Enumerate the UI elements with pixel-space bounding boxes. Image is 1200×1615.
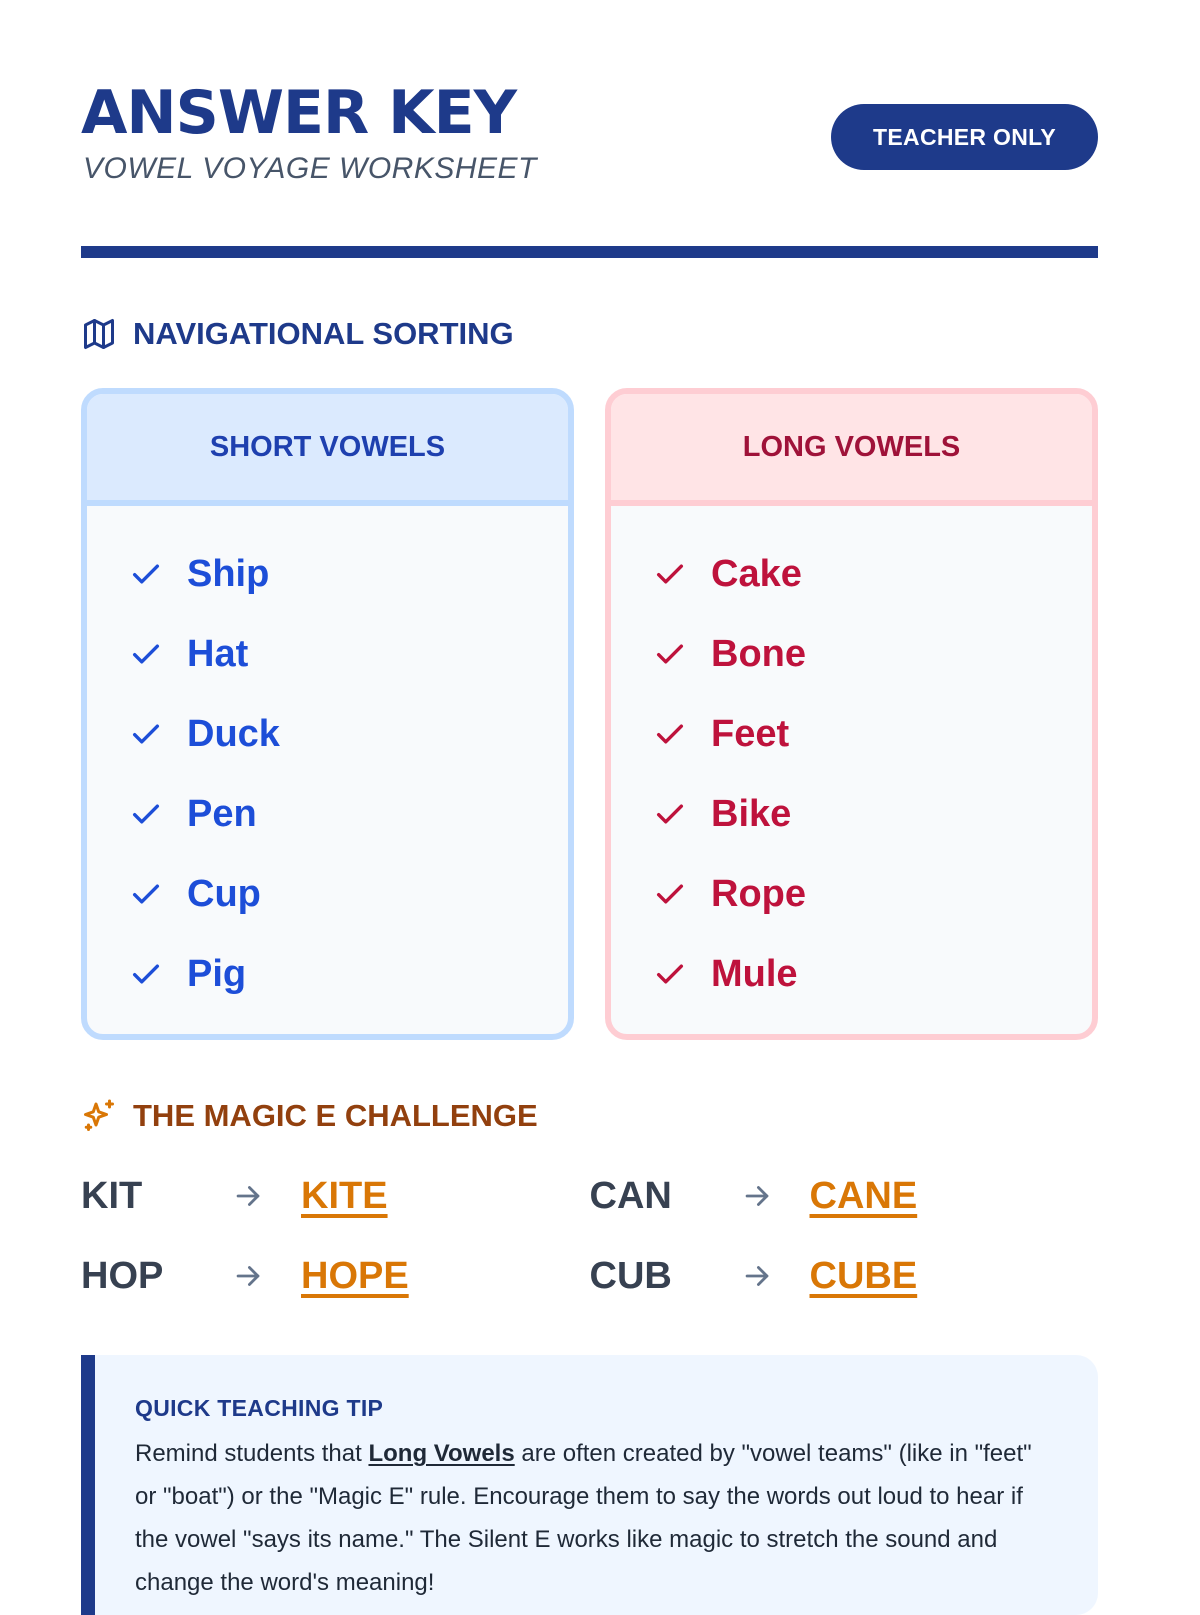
word-text: Mule bbox=[711, 952, 798, 995]
short-vowels-heading: SHORT VOWELS bbox=[87, 394, 568, 506]
page-title: ANSWER KEY bbox=[81, 78, 517, 148]
checkmark-icon bbox=[129, 957, 163, 991]
checkmark-icon bbox=[653, 557, 687, 591]
magic-e-section-title bbox=[81, 1098, 538, 1134]
answer-word: CUBE bbox=[809, 1254, 918, 1297]
arrow-right-icon bbox=[231, 1259, 301, 1293]
checkmark-icon bbox=[129, 557, 163, 591]
magic-e-pair bbox=[590, 1175, 1099, 1218]
magic-e-pair bbox=[590, 1255, 1099, 1298]
word-text: Rope bbox=[711, 872, 806, 915]
magic-e-title-text: THE MAGIC E CHALLENGE bbox=[133, 1098, 538, 1133]
checkmark-icon bbox=[653, 797, 687, 831]
word-item bbox=[129, 934, 568, 1014]
magic-e-pair bbox=[81, 1175, 590, 1218]
answer-word: HOPE bbox=[301, 1254, 409, 1297]
map-icon bbox=[81, 316, 117, 352]
base-word: KIT bbox=[81, 1174, 143, 1217]
word-item bbox=[129, 614, 568, 694]
vowel-columns bbox=[81, 388, 1098, 1040]
word-text: Bone bbox=[711, 632, 806, 675]
answer-word: CANE bbox=[809, 1174, 918, 1217]
word-item bbox=[129, 774, 568, 854]
word-text: Hat bbox=[187, 632, 249, 675]
teaching-tip-box bbox=[81, 1355, 1098, 1615]
checkmark-icon bbox=[653, 717, 687, 751]
base-word: CAN bbox=[589, 1174, 672, 1217]
page-subtitle: VOWEL VOYAGE WORKSHEET bbox=[83, 152, 537, 185]
word-item bbox=[653, 694, 1092, 774]
tip-text-start: Remind students that bbox=[135, 1440, 369, 1467]
checkmark-icon bbox=[653, 957, 687, 991]
tip-title: QUICK TEACHING TIP bbox=[135, 1395, 384, 1421]
tip-emphasis: Long Vowels bbox=[368, 1440, 515, 1467]
base-word: CUB bbox=[589, 1254, 672, 1297]
header-divider bbox=[81, 246, 1098, 258]
word-text: Feet bbox=[711, 712, 790, 755]
checkmark-icon bbox=[129, 877, 163, 911]
checkmark-icon bbox=[129, 637, 163, 671]
word-text: Duck bbox=[187, 712, 280, 755]
magic-e-pair bbox=[81, 1255, 590, 1298]
arrow-right-icon bbox=[231, 1179, 301, 1213]
checkmark-icon bbox=[653, 637, 687, 671]
word-text: Pen bbox=[187, 792, 257, 835]
sparkles-icon bbox=[81, 1098, 117, 1134]
arrow-right-icon bbox=[740, 1259, 810, 1293]
word-text: Bike bbox=[711, 792, 792, 835]
word-text: Pig bbox=[187, 952, 247, 995]
sorting-section-title bbox=[81, 316, 514, 352]
magic-e-row bbox=[81, 1156, 1098, 1236]
word-item bbox=[653, 854, 1092, 934]
word-item bbox=[129, 854, 568, 934]
word-text: Cup bbox=[187, 872, 261, 915]
base-word: HOP bbox=[81, 1254, 164, 1297]
short-vowels-card bbox=[81, 388, 574, 1040]
word-item bbox=[129, 534, 568, 614]
tip-text bbox=[135, 1432, 1058, 1604]
checkmark-icon bbox=[653, 877, 687, 911]
word-item bbox=[653, 534, 1092, 614]
word-text: Cake bbox=[711, 552, 802, 595]
teacher-only-badge: TEACHER ONLY bbox=[831, 104, 1098, 170]
sorting-title-text: NAVIGATIONAL SORTING bbox=[133, 316, 514, 351]
short-vowels-list bbox=[87, 506, 568, 1014]
checkmark-icon bbox=[129, 797, 163, 831]
long-vowels-list bbox=[611, 506, 1092, 1014]
word-text: Ship bbox=[187, 552, 270, 595]
word-item bbox=[129, 694, 568, 774]
header bbox=[81, 0, 1098, 262]
arrow-right-icon bbox=[740, 1179, 810, 1213]
tip-text-rest: are often created by "vowel teams" (like in "feet" or "boat") or the "Magic E" rule. Encourage them to say the words out loud to hear if the vowel "says its name." The Silent E works like magic to stretch the sound and change the word's meaning! bbox=[135, 1440, 1032, 1596]
word-item bbox=[653, 614, 1092, 694]
magic-e-grid bbox=[81, 1156, 1098, 1316]
magic-e-row bbox=[81, 1236, 1098, 1316]
word-item bbox=[653, 774, 1092, 854]
word-item bbox=[653, 934, 1092, 1014]
long-vowels-card bbox=[605, 388, 1098, 1040]
checkmark-icon bbox=[129, 717, 163, 751]
long-vowels-heading: LONG VOWELS bbox=[611, 394, 1092, 506]
answer-word: KITE bbox=[301, 1174, 388, 1217]
